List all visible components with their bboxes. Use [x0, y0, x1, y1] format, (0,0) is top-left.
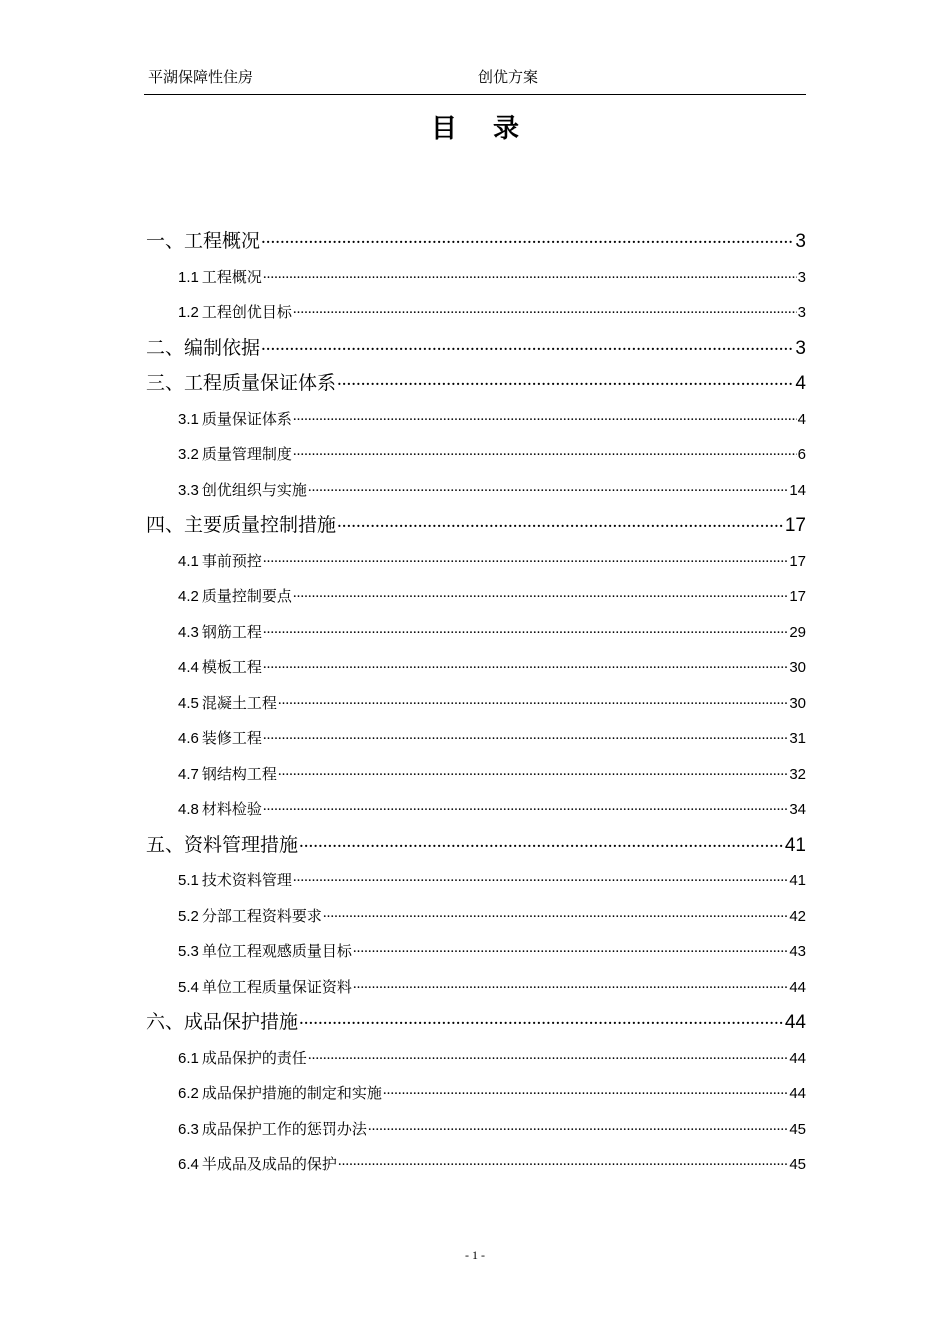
toc-entry-label: 六、成品保护措施 — [146, 1011, 299, 1033]
toc-entry-page: 3 — [797, 268, 806, 286]
toc-entry-label: 五、资料管理措施 — [146, 833, 299, 856]
toc-dot-leader — [261, 335, 794, 354]
toc-section-entry[interactable] — [144, 970, 806, 1006]
toc-entry-page: 4 — [797, 410, 806, 428]
toc-section-entry[interactable] — [144, 1112, 806, 1148]
toc-dot-leader — [263, 622, 788, 637]
toc-dot-leader — [263, 728, 788, 743]
toc-entry-page: 45 — [789, 1120, 806, 1138]
toc-entry-label: 成品保护的责任 — [201, 1048, 307, 1067]
page-header — [144, 64, 806, 95]
toc-entry-page: 4 — [795, 373, 806, 394]
header-document-type: 创优方案 — [478, 68, 539, 86]
toc-entry-page: 17 — [784, 515, 806, 536]
toc-entry-label: 分部工程资料要求 — [201, 906, 322, 925]
page-title: 目录 — [430, 114, 555, 144]
toc-entry-number: 3.2 — [178, 446, 199, 463]
toc-entry-number: 4.3 — [178, 623, 199, 641]
toc-section-entry[interactable] — [144, 402, 806, 438]
toc-entry-page: 30 — [789, 659, 806, 676]
toc-chapter-entry[interactable] — [144, 224, 806, 260]
toc-section-entry[interactable] — [144, 544, 806, 580]
toc-entry-number: 6.3 — [178, 1120, 199, 1138]
toc-entry-page: 41 — [789, 872, 806, 889]
toc-entry-label: 二、编制依据 — [146, 336, 261, 359]
toc-entry-label: 成品保护工作的惩罚办法 — [201, 1119, 367, 1138]
toc-entry-page: 17 — [789, 588, 806, 605]
toc-entry-label: 模板工程 — [201, 658, 262, 676]
toc-entry-page: 45 — [789, 1156, 806, 1173]
toc-section-entry[interactable] — [144, 899, 806, 935]
toc-section-entry[interactable] — [144, 934, 806, 970]
toc-dot-leader — [323, 906, 788, 921]
toc-entry-page: 6 — [797, 446, 806, 463]
toc-section-entry[interactable] — [144, 757, 806, 793]
toc-entry-number: 4.4 — [178, 659, 199, 676]
toc-entry-number: 6.4 — [178, 1156, 199, 1173]
toc-entry-number: 1.2 — [178, 304, 199, 321]
toc-entry-page: 3 — [797, 304, 806, 321]
toc-chapter-entry[interactable] — [144, 1005, 806, 1041]
toc-dot-leader — [308, 1048, 788, 1063]
toc-section-entry[interactable] — [144, 1147, 806, 1183]
toc-chapter-entry[interactable] — [144, 331, 806, 367]
toc-entry-label: 创优组织与实施 — [201, 480, 307, 499]
toc-dot-leader — [263, 657, 788, 672]
toc-entry-page: 32 — [789, 765, 806, 783]
toc-entry-label: 钢筋工程 — [201, 622, 262, 641]
toc-dot-leader — [263, 267, 797, 282]
toc-entry-number: 5.1 — [178, 872, 199, 889]
toc-dot-leader — [337, 512, 784, 531]
toc-entry-label: 装修工程 — [201, 729, 262, 747]
toc-entry-page: 44 — [789, 978, 806, 996]
toc-entry-page: 30 — [789, 694, 806, 712]
toc-section-entry[interactable] — [144, 437, 806, 473]
toc-section-entry[interactable] — [144, 295, 806, 331]
toc-dot-leader — [353, 941, 788, 956]
table-of-contents — [144, 224, 806, 1183]
toc-dot-leader — [308, 480, 788, 495]
toc-entry-page: 17 — [789, 552, 806, 570]
toc-chapter-entry[interactable] — [144, 508, 806, 544]
toc-entry-number: 5.4 — [178, 978, 199, 996]
toc-dot-leader — [278, 693, 788, 708]
toc-section-entry[interactable] — [144, 863, 806, 899]
toc-entry-label: 三、工程质量保证体系 — [146, 372, 337, 394]
toc-entry-label: 质量保证体系 — [201, 409, 292, 428]
toc-dot-leader — [293, 302, 797, 317]
toc-entry-label: 材料检验 — [201, 800, 262, 818]
toc-section-entry[interactable] — [144, 650, 806, 686]
toc-entry-number: 4.1 — [178, 552, 199, 570]
toc-section-entry[interactable] — [144, 721, 806, 757]
toc-entry-number: 4.5 — [178, 694, 199, 712]
toc-dot-leader — [293, 870, 788, 885]
toc-entry-number: 1.1 — [178, 268, 199, 286]
toc-entry-page: 44 — [789, 1049, 806, 1067]
toc-entry-number: 4.8 — [178, 801, 199, 818]
toc-entry-label: 四、主要质量控制措施 — [146, 514, 337, 536]
toc-dot-leader — [293, 409, 797, 424]
toc-section-entry[interactable] — [144, 686, 806, 722]
toc-entry-label: 事前预控 — [201, 551, 262, 570]
toc-dot-leader — [299, 1009, 784, 1028]
toc-entry-page: 44 — [789, 1085, 806, 1102]
toc-entry-page: 34 — [789, 801, 806, 818]
toc-entry-label: 混凝土工程 — [201, 693, 277, 712]
toc-entry-number: 5.3 — [178, 943, 199, 960]
toc-entry-number: 4.2 — [178, 588, 199, 605]
toc-entry-page: 3 — [795, 337, 806, 359]
toc-entry-page: 42 — [789, 907, 806, 925]
toc-entry-number: 3.1 — [178, 410, 199, 428]
toc-dot-leader — [261, 228, 794, 247]
toc-dot-leader — [278, 764, 788, 779]
toc-entry-label: 成品保护措施的制定和实施 — [201, 1084, 382, 1102]
header-project-name: 平湖保障性住房 — [148, 68, 254, 86]
toc-entry-number: 6.1 — [178, 1049, 199, 1067]
toc-entry-label: 质量管理制度 — [201, 445, 292, 463]
toc-chapter-entry[interactable] — [144, 828, 806, 864]
toc-entry-label: 质量控制要点 — [201, 587, 292, 605]
toc-dot-leader — [368, 1119, 788, 1134]
toc-entry-label: 单位工程质量保证资料 — [201, 977, 352, 996]
toc-entry-label: 一、工程概况 — [146, 230, 261, 252]
toc-dot-leader — [353, 977, 788, 992]
toc-dot-leader — [293, 444, 797, 459]
toc-entry-page: 31 — [789, 730, 806, 747]
toc-dot-leader — [337, 370, 794, 389]
toc-entry-label: 工程概况 — [201, 267, 262, 286]
toc-entry-page: 29 — [789, 623, 806, 641]
toc-section-entry[interactable] — [144, 1041, 806, 1077]
toc-entry-label: 技术资料管理 — [201, 871, 292, 889]
toc-entry-label: 单位工程观感质量目标 — [201, 942, 352, 960]
toc-dot-leader — [299, 832, 784, 851]
toc-entry-label: 工程创优目标 — [201, 303, 292, 321]
toc-entry-page: 3 — [795, 231, 806, 252]
toc-entry-page: 14 — [789, 481, 806, 499]
toc-entry-number: 5.2 — [178, 907, 199, 925]
toc-entry-label: 半成品及成品的保护 — [201, 1155, 337, 1173]
toc-section-entry[interactable] — [144, 1076, 806, 1112]
toc-entry-page: 44 — [784, 1012, 806, 1033]
toc-section-entry[interactable] — [144, 792, 806, 828]
toc-section-entry[interactable] — [144, 579, 806, 615]
toc-section-entry[interactable] — [144, 260, 806, 296]
toc-dot-leader — [383, 1083, 788, 1098]
toc-dot-leader — [338, 1154, 788, 1169]
toc-entry-page: 41 — [784, 834, 806, 856]
toc-dot-leader — [263, 799, 788, 814]
toc-section-entry[interactable] — [144, 473, 806, 509]
toc-entry-number: 3.3 — [178, 481, 199, 499]
toc-chapter-entry[interactable] — [144, 366, 806, 402]
toc-entry-number: 4.6 — [178, 730, 199, 747]
toc-entry-number: 6.2 — [178, 1085, 199, 1102]
toc-entry-page: 43 — [789, 943, 806, 960]
toc-entry-label: 钢结构工程 — [201, 764, 277, 783]
page-number: - 1 - — [465, 1248, 485, 1262]
toc-dot-leader — [293, 586, 788, 601]
toc-entry-number: 4.7 — [178, 765, 199, 783]
toc-section-entry[interactable] — [144, 615, 806, 651]
toc-dot-leader — [263, 551, 788, 566]
